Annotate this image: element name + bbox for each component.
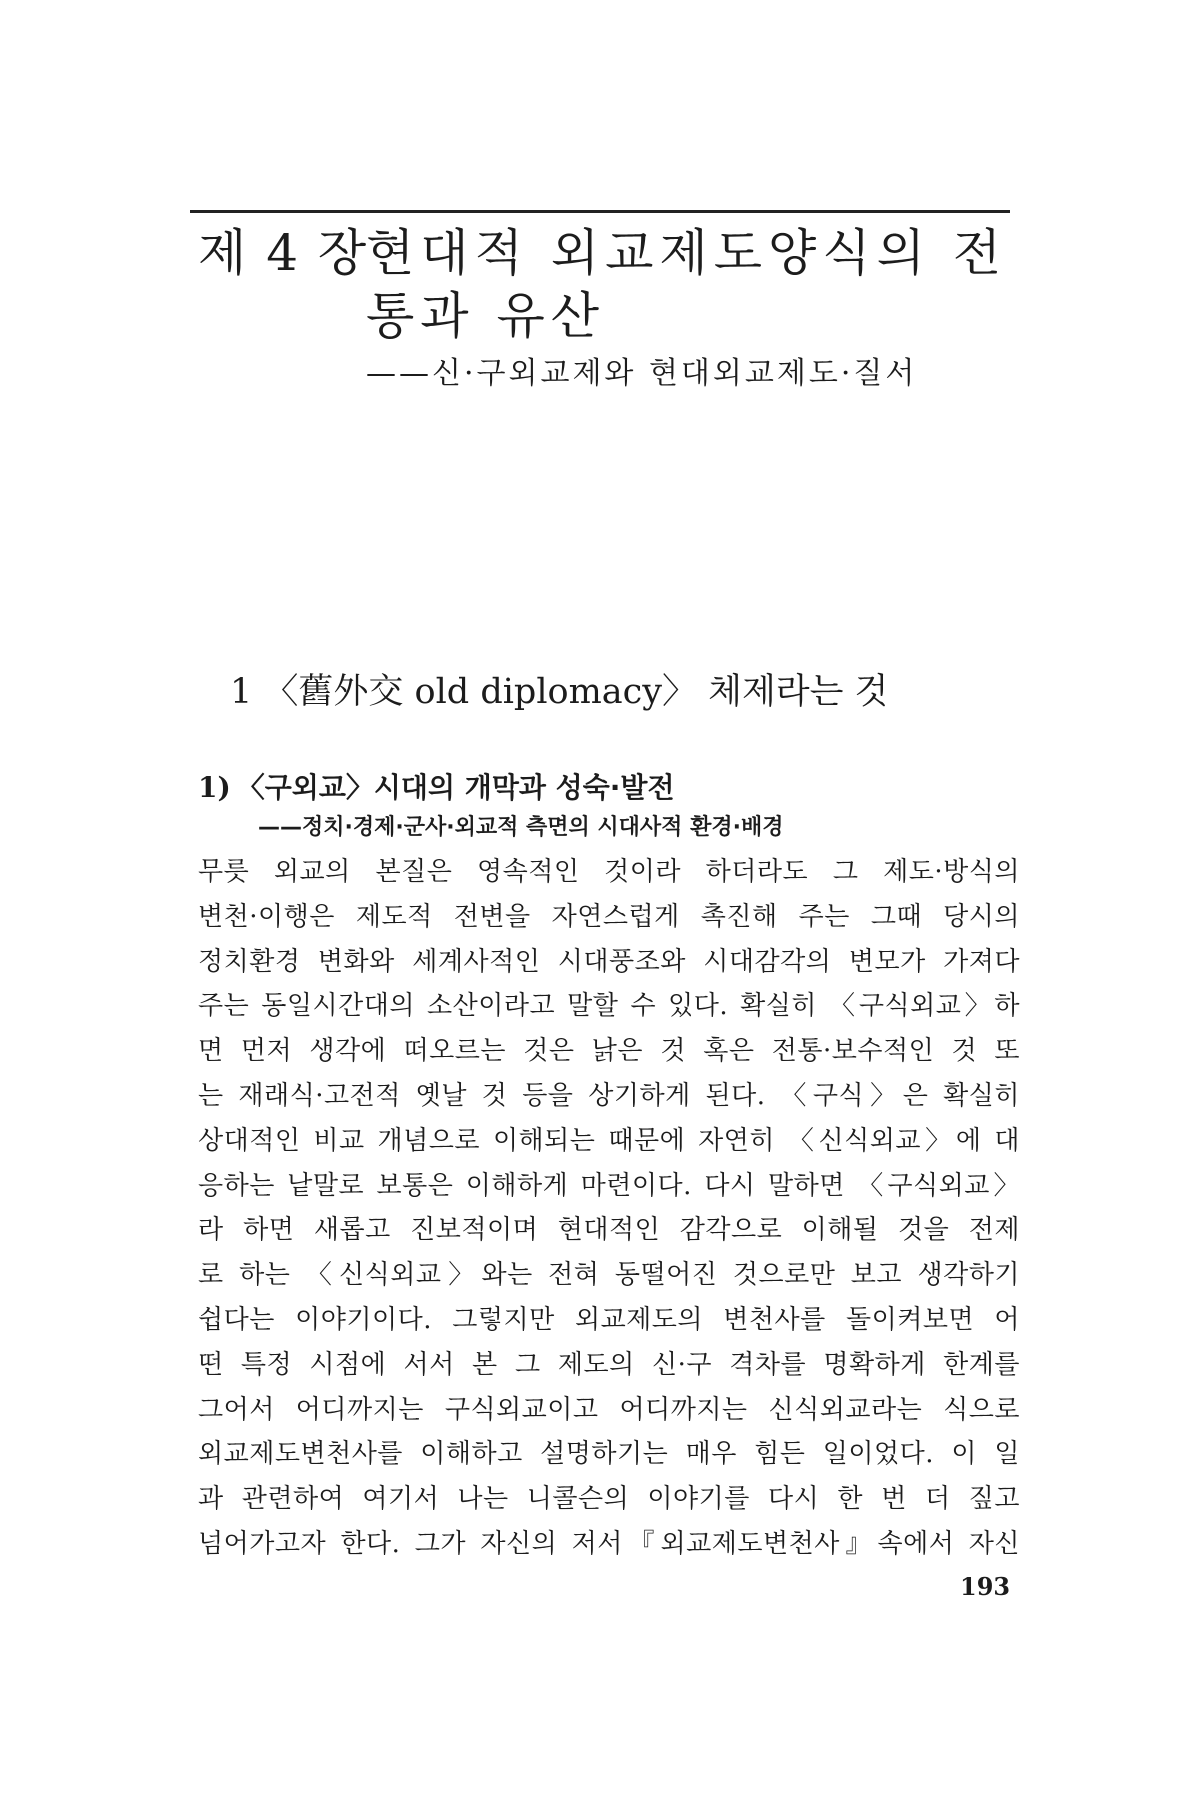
- subsection-number: 1): [198, 771, 231, 804]
- body-line: 응하는 낱말로 보통은 이해하게 마련이다. 다시 말하면 〈구식외교〉: [198, 1170, 1020, 1201]
- subsection-title-row: [198, 768, 1018, 807]
- page-number: 193: [960, 1572, 1011, 1601]
- chapter-heading: [198, 222, 1016, 395]
- body-line: 무릇 외교의 본질은 영속적인 것이라 하더라도 그 제도·방식의: [198, 857, 1020, 887]
- chapter-title-block: [366, 222, 1016, 395]
- subsection-heading: [198, 768, 1018, 844]
- body-line: 그어서 어디까지는 구식외교이고 어디까지는 신식외교라는 식으로: [198, 1394, 1020, 1425]
- chapter-subtitle: ——신·구외교제와 현대외교제도·질서: [366, 356, 918, 391]
- body-line: 라 하면 새롭고 진보적이며 현대적인 감각으로 이해될 것을 전제: [198, 1215, 1020, 1246]
- chapter-top-rule: [190, 210, 1010, 213]
- subsection-subtitle: ——정치·경제·군사·외교적 측면의 시대사적 환경·배경: [258, 815, 784, 841]
- body-line: 로 하는 〈신식외교〉와는 전혀 동떨어진 것으로만 보고 생각하기: [198, 1260, 1020, 1291]
- body-line: 넘어가고자 한다. 그가 자신의 저서『외교제도변천사』속에서 자신: [198, 1528, 1020, 1559]
- body-line: 는 재래식·고전적 옛날 것 등을 상기하게 된다. 〈구식〉은 확실히: [198, 1080, 1020, 1111]
- body-line: 떤 특정 시점에 서서 본 그 제도의 신·구 격차를 명확하게 한계를: [198, 1349, 1020, 1380]
- body-line: 과 관련하여 여기서 나는 니콜슨의 이야기를 다시 한 번 더 짚고: [198, 1484, 1020, 1515]
- section-title: 1 〈舊外交 old diplomacy〉 체제라는 것: [230, 672, 889, 712]
- body-paragraph: [198, 850, 1020, 1567]
- body-line: 쉽다는 이야기이다. 그렇지만 외교제도의 변천사를 돌이켜보면 어: [198, 1304, 1020, 1335]
- body-line: 변천·이행은 제도적 전변을 자연스럽게 촉진해 주는 그때 당시의: [198, 901, 1020, 932]
- chapter-number: 제 4 장: [198, 224, 369, 282]
- chapter-title: 현대적 외교제도양식의 전통과 유산: [366, 224, 1008, 345]
- subsection-title: 〈구외교〉시대의 개막과 성숙·발전: [236, 771, 675, 804]
- body-line: 면 먼저 생각에 떠오르는 것은 낡은 것 혹은 전통·보수적인 것 또: [198, 1036, 1020, 1067]
- body-line: 외교제도변천사를 이해하고 설명하기는 매우 힘든 일이었다. 이 일: [198, 1439, 1020, 1470]
- body-line: 주는 동일시간대의 소산이라고 말할 수 있다. 확실히 〈구식외교〉하: [198, 991, 1020, 1022]
- body-line: 정치환경 변화와 세계사적인 시대풍조와 시대감각의 변모가 가져다: [198, 946, 1020, 977]
- body-line: 상대적인 비교 개념으로 이해되는 때문에 자연히 〈신식외교〉에 대: [198, 1125, 1020, 1156]
